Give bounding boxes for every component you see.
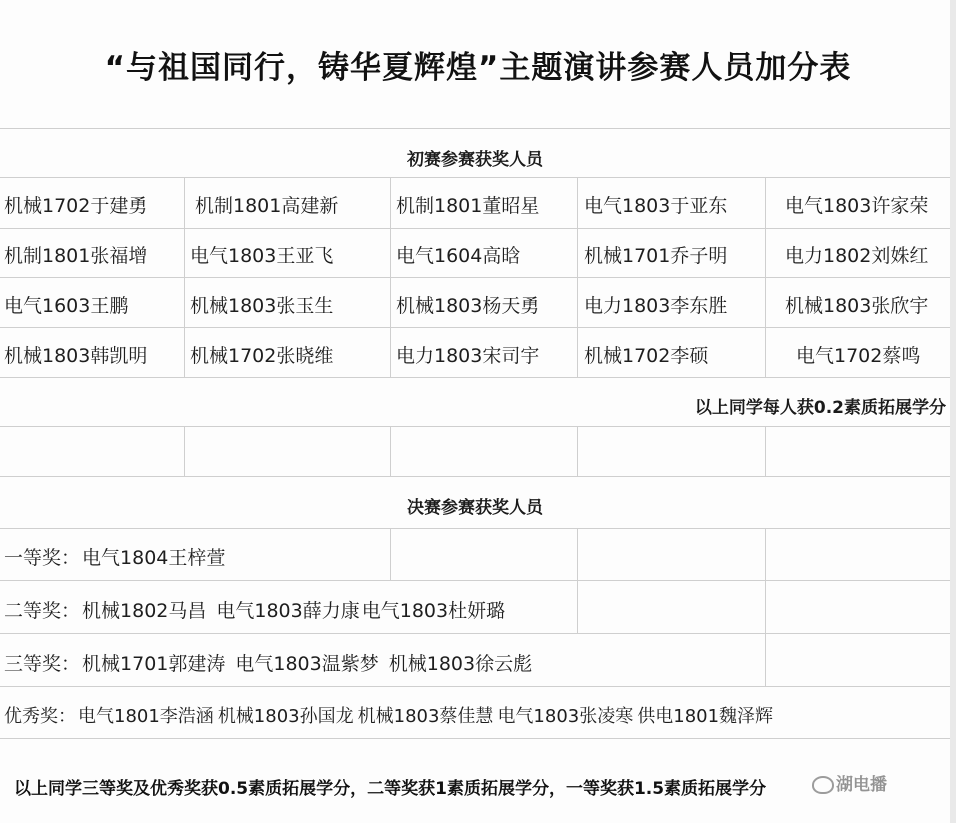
award-name: 机械1701郭建涛 — [82, 653, 226, 675]
rule — [765, 528, 766, 686]
watermark — [812, 770, 887, 795]
wechat-icon — [812, 776, 834, 794]
prelim-cell: 机制1801张福增 — [4, 245, 148, 267]
prelim-cell: 机械1803张玉生 — [190, 295, 334, 317]
rule — [577, 177, 578, 377]
prelim-cell: 机械1803杨天勇 — [396, 295, 540, 317]
award-name: 电气1803温紫梦 — [235, 653, 379, 675]
prelim-cell: 机械1803韩凯明 — [4, 345, 148, 367]
prelim-cell: 电力1802刘姝红 — [785, 245, 929, 267]
award-label: 二等奖： — [4, 600, 81, 622]
prelim-cell: 机制1801高建新 — [195, 195, 339, 217]
prelim-cell: 机械1702于建勇 — [4, 195, 148, 217]
rule — [0, 177, 950, 178]
rule — [0, 128, 950, 129]
page-title: “与祖国同行，铸华夏辉煌”主题演讲参赛人员加分表 — [104, 50, 852, 86]
rule — [765, 426, 766, 476]
prelim-cell: 电力1803李东胜 — [584, 295, 728, 317]
rule — [0, 738, 950, 739]
rule — [0, 228, 950, 229]
award-name: 机械1803蔡佳慧 — [357, 706, 494, 727]
rule — [0, 580, 950, 581]
prelim-cell: 电气1702蔡鸣 — [796, 345, 921, 367]
prelim-cell: 电力1803宋司宇 — [396, 345, 540, 367]
rule — [0, 686, 950, 687]
rule — [0, 476, 950, 477]
award-name: 电气1803薛力康 — [216, 600, 360, 622]
prelim-cell: 机械1702张晓维 — [190, 345, 334, 367]
award-row-first — [4, 543, 235, 570]
award-row-third — [4, 649, 542, 676]
prelim-cell: 电气1604高晗 — [396, 245, 521, 267]
rule — [390, 528, 391, 580]
prelim-cell: 机制1801董昭星 — [396, 195, 540, 217]
page-edge — [950, 0, 956, 823]
rule — [0, 377, 950, 378]
award-name: 电气1801李浩涵 — [78, 706, 214, 727]
award-name: 电气1803张凌寒 — [497, 706, 634, 727]
prelim-cell: 电气1803于亚东 — [584, 195, 728, 217]
award-row-merit — [4, 702, 783, 728]
award-name: 电气1803杜妍璐 — [361, 600, 506, 622]
prelim-cell: 机械1701乔子明 — [584, 245, 728, 267]
rule — [0, 633, 950, 634]
watermark-text: 湖电播 — [836, 775, 887, 795]
rule — [390, 177, 391, 377]
prelim-cell: 机械1702李硕 — [584, 345, 709, 367]
prelim-cell: 电气1803王亚飞 — [190, 245, 334, 267]
rule — [390, 426, 391, 476]
prelim-credit-note: 以上同学每人获0.2素质拓展学分 — [694, 398, 946, 418]
award-name: 供电1801魏泽辉 — [637, 706, 774, 727]
award-label: 三等奖： — [4, 653, 81, 675]
award-label: 优秀奖： — [4, 706, 76, 727]
rule — [184, 177, 185, 377]
prelim-cell: 电气1603王鹏 — [4, 295, 129, 317]
rule — [0, 528, 950, 529]
final-credit-note: 以上同学三等奖及优秀奖获0.5素质拓展学分，二等奖获1素质拓展学分，一等奖获1.5素质拓展学分 — [14, 779, 767, 799]
award-name: 机械1802马昌 — [82, 600, 207, 622]
rule — [0, 426, 950, 427]
rule — [0, 327, 950, 328]
award-name: 机械1803孙国龙 — [217, 706, 354, 727]
award-label: 一等奖： — [4, 547, 81, 569]
prelim-heading: 初赛参赛获奖人员 — [407, 150, 543, 170]
award-name: 机械1803徐云彪 — [388, 653, 533, 675]
final-heading: 决赛参赛获奖人员 — [407, 498, 543, 518]
award-name: 电气1804王梓萱 — [82, 547, 226, 569]
rule — [577, 426, 578, 476]
award-row-second — [4, 596, 515, 623]
rule — [577, 528, 578, 633]
rule — [0, 277, 950, 278]
prelim-cell: 电气1803许家荣 — [785, 195, 929, 217]
prelim-cell: 机械1803张欣宇 — [785, 295, 929, 317]
rule — [765, 177, 766, 377]
rule — [184, 426, 185, 476]
